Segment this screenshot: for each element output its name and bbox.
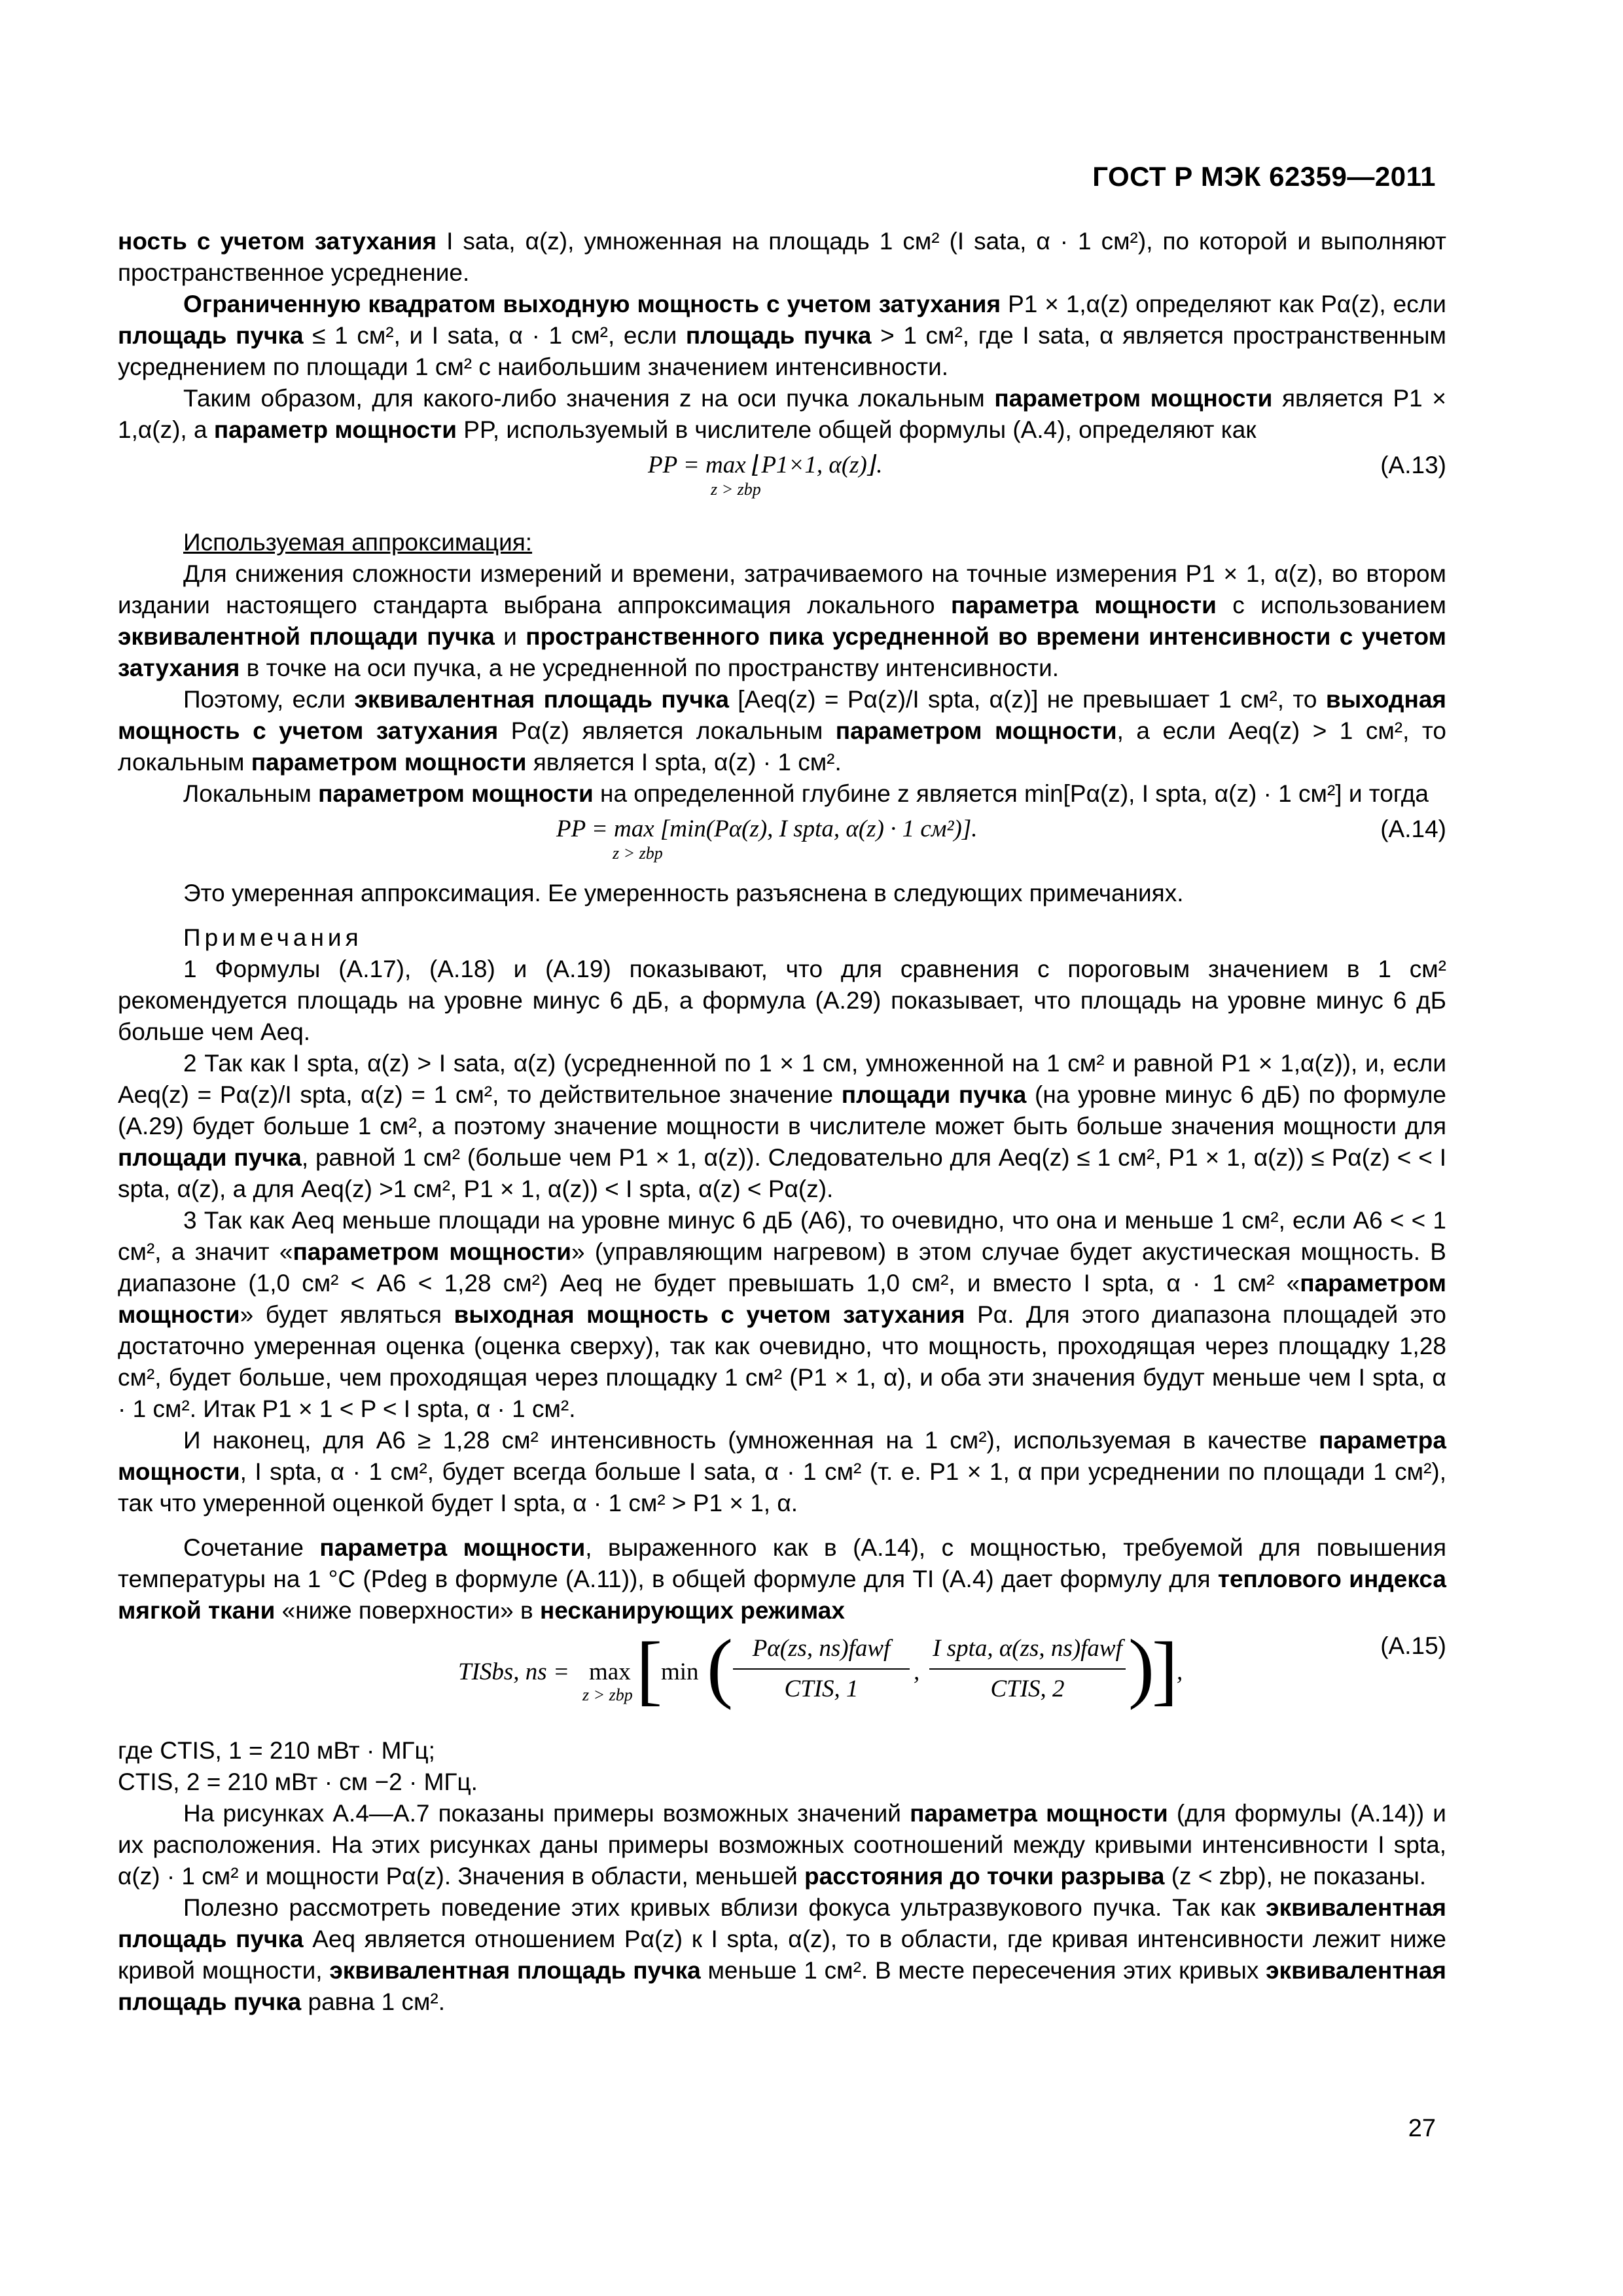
term-bold: площади пучка	[118, 1144, 302, 1171]
paragraph-text: Aeq является отношением Pα(z) к I spta, α(z), то в области, где кривая интенсивности лежит ниже кривой мощности,	[118, 1926, 1446, 1984]
fraction-2-line	[929, 1668, 1126, 1670]
paragraph-text: , а если Aeq(z) > 1 см², то локальным	[118, 717, 1446, 776]
paragraph-text: На рисунках А.4—А.7 показаны примеры возможных значений	[183, 1800, 910, 1827]
paragraph-text: (на уровне минус 6 дБ) по формуле (А.29) будет больше 1 см², а поэтому значение мощности в числителе может быть больше значения мощности для	[118, 1081, 1446, 1139]
paragraph-text: Таким образом, для какого-либо значения z на оси пучка локальным	[183, 385, 995, 412]
note-4	[118, 1425, 1446, 1519]
term-bold: параметром мощности	[293, 1238, 572, 1265]
bracket-left: [	[636, 1626, 662, 1713]
paragraph-text: Сочетание	[183, 1534, 320, 1561]
paren-left: (	[707, 1623, 733, 1710]
paragraph-text: Pα. Для этого диапазона площадей это достаточно умеренная оценка (оценка сверху), так как очевидно, что мощность, проходящая через площадку 1,28 см², будет больше, чем проходящая через площадку 1 см² (P1 × 1, α), и оба эти значения будут меньше чем I spta, α · 1 см². Итак P1 × 1 < P < I spta, α · 1 см².	[118, 1301, 1446, 1422]
formula-number: (А.14)	[1380, 816, 1446, 842]
note-1: 1 Формулы (А.17), (А.18) и (А.19) показывают, что для сравнения с пороговым значением в 1 см² рекомендуется площадь на уровне минус 6 дБ, а формула (А.29) показывает, что площадь на уровне минус 6 дБ больше чем Aeq.	[118, 956, 1446, 1045]
formula-max: max	[589, 1659, 631, 1685]
term-bold: параметр мощности	[213, 416, 457, 443]
formula-subscript: z > zbp	[711, 480, 761, 499]
paragraph-text: равна 1 см².	[301, 1988, 446, 2015]
paragraph-text: , I spta, α · 1 см², будет всегда больше I sata, α · 1 см² (т. е. P1 × 1, α при усреднении по площади 1 см²), так что умеренной оценкой будет I spta, α · 1 см² > P1 × 1, α.	[118, 1458, 1446, 1516]
formula-min: min	[661, 1659, 699, 1685]
term-bold: выходная мощность с учетом затухания	[118, 686, 1446, 744]
fraction-1-denominator: CTIS, 1	[784, 1676, 859, 1702]
term-bold: площадь пучка	[118, 322, 304, 349]
paragraph-text: > 1 см², где I sata, α является пространственным усреднением по площади 1 см² с наибольшим значением интенсивности.	[118, 322, 1446, 380]
paragraph-5	[118, 684, 1446, 778]
fraction-2-denominator: CTIS, 2	[990, 1676, 1065, 1702]
term-bold: параметром мощности	[251, 749, 527, 776]
term-bold: эквивалентной площади пучка	[118, 623, 495, 650]
heading-text: Используемая аппроксимация:	[183, 529, 533, 556]
formula-number: (А.15)	[1380, 1632, 1446, 1659]
paragraph-9	[118, 1798, 1446, 1892]
paragraph-3	[118, 383, 1446, 446]
document-body	[118, 226, 1446, 2018]
formula-expression	[556, 814, 978, 862]
paragraph-4	[118, 558, 1446, 684]
paragraph-text: меньше 1 см². В месте пересечения этих кривых	[700, 1957, 1266, 1984]
paragraph-text: 2 Так как I spta, α(z) > I sata, α(z) (усредненной по 1 × 1 см, умноженной на 1 см² и равной P1 × 1,α(z)), и, если Aeq(z) = Pα(z)/I spta, α(z) = 1 см², то действительное значение	[118, 1050, 1446, 1108]
paragraph-text: на определенной глубине z является min[Pα(z), I spta, α(z) · 1 см²] и тогда	[593, 780, 1429, 807]
where-line-2: CTIS, 2 = 210 мВт · см −2 · МГц.	[118, 1768, 478, 1795]
paragraph-text: , равной 1 см² (больше чем P1 × 1, α(z)). Следовательно для Aeq(z) ≤ 1 см², P1 × 1, α(z)) ≤ Pα(z) < < I spta, α(z), а для Aeq(z) >1 см², P1 × 1, α(z)) < I spta, α(z) < Pα(z).	[118, 1144, 1446, 1202]
paragraph-7: Это умеренная аппроксимация. Ее умеренность разъяснена в следующих примечаниях.	[183, 880, 1184, 906]
term-bold: пространственного пика усредненной во времени интенсивности с учетом затухания	[118, 623, 1447, 681]
fraction-1-numerator: Pα(zs, ns)fawf	[752, 1635, 891, 1662]
paragraph-text: и	[494, 623, 526, 650]
paragraph-text: является P1 × 1,α(z), а	[118, 385, 1446, 443]
where-line-1: где CTIS, 1 = 210 мВт · МГц;	[118, 1737, 435, 1764]
paragraph-2	[118, 289, 1446, 383]
formula-subscript: z > zbp	[613, 844, 663, 863]
paragraph-text: Для снижения сложности измерений и времени, затрачиваемого на точные измерения P1 × 1, α(z), во втором издании настоящего стандарта выбрана аппроксимация локального	[118, 560, 1446, 619]
paragraph-text: » (управляющим нагревом) в этом случае будет акустическая мощность. В диапазоне (1,0 см² < A6 < 1,28 см²) Aeq не будет превышать 1,0 см², и вместо I spta, α · 1 см² «	[118, 1238, 1446, 1297]
term-bold: теплового индекса мягкой ткани	[118, 1566, 1447, 1624]
term-bold: параметром мощности	[318, 780, 594, 807]
formula-main: PP = max ⌊P1×1, α(z)⌋.	[648, 452, 883, 478]
paragraph-6	[118, 778, 1446, 810]
term-bold: параметром мощности	[835, 717, 1117, 744]
bracket-right: ]	[1152, 1626, 1178, 1713]
paragraph-text: «ниже поверхности» в	[275, 1597, 540, 1624]
formula-lhs: TISbs, ns =	[458, 1659, 569, 1685]
note-3	[118, 1205, 1446, 1425]
fraction-2-numerator: I spta, α(zs, ns)fawf	[933, 1635, 1122, 1662]
page-number: 27	[1408, 2115, 1436, 2142]
paragraph-8	[118, 1532, 1446, 1626]
paragraph-text: в точке на оси пучка, а не усредненной по пространству интенсивности.	[240, 655, 1060, 681]
approximation-heading	[118, 527, 1446, 558]
formula-subscript: z > zbp	[582, 1685, 633, 1704]
notes-title-text: Примечания	[183, 924, 363, 951]
note-2	[118, 1048, 1446, 1205]
paragraph-text: Локальным	[183, 780, 319, 807]
notes-title	[118, 922, 1446, 954]
document-header: ГОСТ Р МЭК 62359—2011	[1092, 161, 1436, 192]
paragraph-text: (z < zbp), не показаны.	[1164, 1863, 1427, 1890]
term-bold: параметра мощности	[910, 1800, 1168, 1827]
paragraph-10	[118, 1892, 1446, 2018]
term-bold: эквивалентная площадь пучка	[354, 686, 729, 713]
paragraph-text: является I spta, α(z) · 1 см².	[526, 749, 842, 776]
paragraph-text: » будет являться	[240, 1301, 454, 1328]
paragraph-text: (для формулы (А.14)) и их расположения. На этих рисунках даны примеры возможных соотношений между кривыми интенсивности I spta, α(z) · 1 см² и мощности Pα(z). Значения в области, меньшей	[118, 1800, 1446, 1890]
term-bold: площадь пучка	[685, 322, 872, 349]
term-bold: параметром мощности	[994, 385, 1273, 412]
paren-right: )	[1128, 1623, 1154, 1710]
paragraph-text: [Aeq(z) = Pα(z)/I spta, α(z)] не превышает 1 см², то	[728, 686, 1326, 713]
term-bold: параметра мощности	[319, 1534, 586, 1561]
term-bold: Ограниченную квадратом выходную мощность с учетом затухания	[183, 291, 1001, 317]
term-bold: эквивалентная площадь пучка	[118, 1894, 1446, 1952]
formula-tail: ,	[1177, 1659, 1183, 1685]
term-bold: эквивалентная площадь пучка	[118, 1957, 1446, 2015]
formula-expression	[648, 450, 883, 498]
term-bold: расстояния до точки разрыва	[804, 1863, 1165, 1890]
formula-main: PP = max [min(Pα(z), I spta, α(z) · 1 см²)].	[556, 816, 978, 842]
paragraph-1	[118, 226, 1446, 289]
fraction-1-line	[733, 1668, 910, 1670]
paragraph-text: Поэтому, если	[183, 686, 355, 713]
paragraph-text: Pα(z) является локальным	[498, 717, 836, 744]
paragraph-text: I sata, α(z), умноженная на площадь 1 см² (I sata, α · 1 см²), по которой и выполняют пространственное усреднение.	[118, 228, 1446, 286]
formula-a15	[118, 1623, 1446, 1715]
paragraph-text: P1 × 1,α(z) определяют как Pα(z), если	[1001, 291, 1446, 317]
paragraph-text: с использованием	[1216, 592, 1446, 619]
formula-number: (А.13)	[1380, 452, 1446, 478]
paragraph-text: И наконец, для A6 ≥ 1,28 см² интенсивность (умноженная на 1 см²), используемая в качестве	[183, 1427, 1319, 1454]
term-bold: параметром мощности	[118, 1270, 1446, 1328]
formula-expression	[458, 1623, 1243, 1715]
term-bold: выходная мощность с учетом затухания	[454, 1301, 965, 1328]
paragraph-text: , выраженного как в (А.14), с мощностью, требуемой для повышения температуры на 1 °С (Pdeg в формуле (А.11)), в общей формуле для TI (А.4) дает формулу для	[118, 1534, 1446, 1592]
formula-a13	[118, 450, 1446, 497]
term-bold: параметра мощности	[950, 592, 1217, 619]
paragraph-text: ≤ 1 см², и I sata, α · 1 см², если	[303, 322, 686, 349]
paragraph-text: Полезно рассмотреть поведение этих кривых вблизи фокуса ультразвукового пучка. Так как	[183, 1894, 1266, 1921]
formula-comma: ,	[914, 1659, 920, 1685]
paragraph-text: 3 Так как Aeq меньше площади на уровне минус 6 дБ (A6), то очевидно, что она и меньше 1 см², если A6 < < 1 см², а значит «	[118, 1207, 1446, 1265]
paragraph-text: PP, используемый в числителе общей формулы (А.4), определяют как	[457, 416, 1257, 443]
term-bold: площади пучка	[841, 1081, 1027, 1108]
term-bold: несканирующих режимах	[539, 1597, 845, 1624]
term-bold: эквивалентная площадь пучка	[329, 1957, 701, 1984]
term-bold: параметра мощности	[118, 1427, 1446, 1485]
formula-a14	[118, 814, 1446, 861]
term-bold: ность с учетом затухания	[118, 228, 437, 255]
